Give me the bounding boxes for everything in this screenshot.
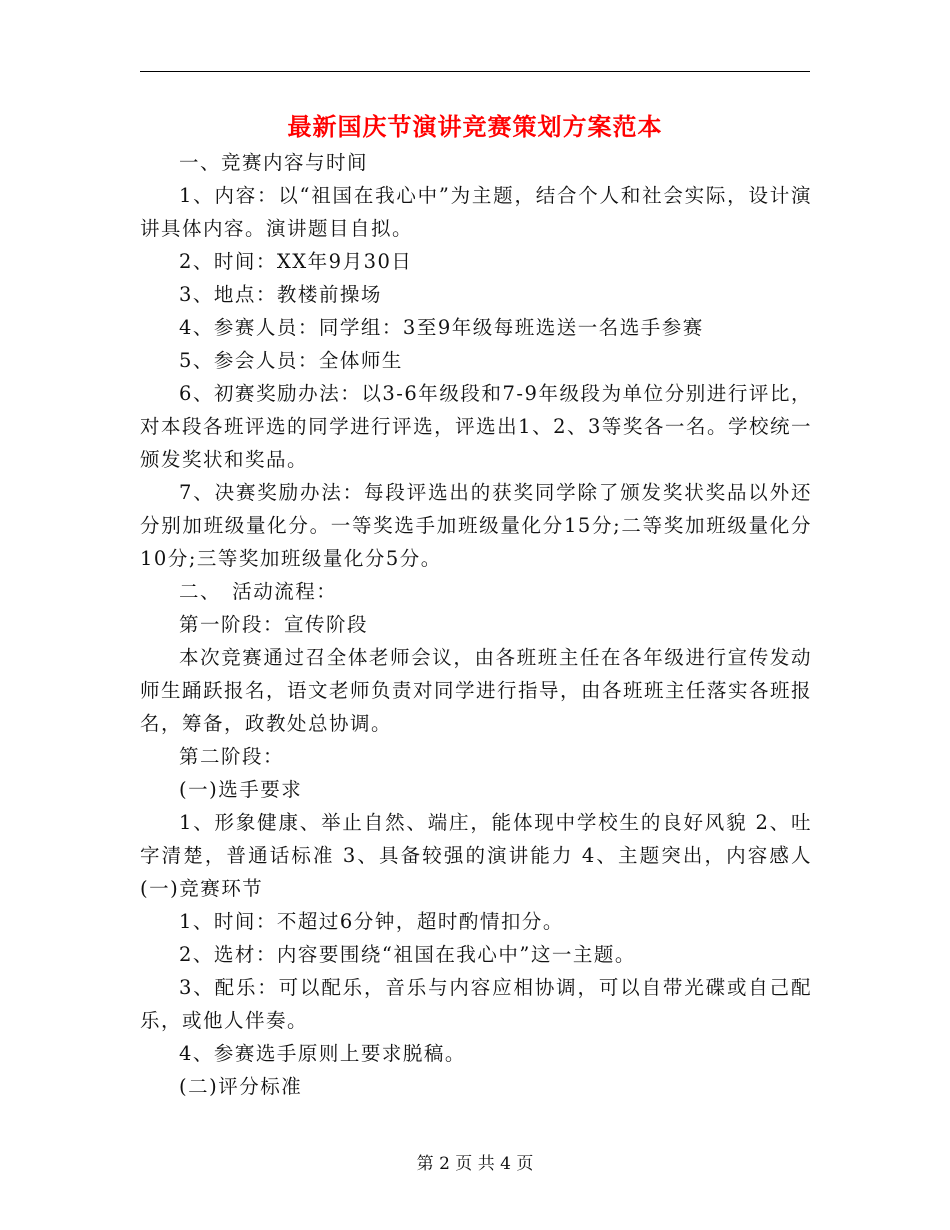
- paragraph: 本次竞赛通过召全体老师会议，由各班班主任在各年级进行宣传发动师生踊跃报名，语文老师负责对同学进行指导，由各班班主任落实各班报名，筹备，政教处总协调。: [140, 646, 813, 735]
- subsection-heading: (二)评分标准: [179, 1075, 303, 1098]
- paragraph: 1、内容：以“祖国在我心中”为主题，结合个人和社会实际，设计演讲具体内容。演讲题目自拟。: [140, 184, 812, 240]
- stage-heading: 第一阶段：宣传阶段: [179, 613, 369, 636]
- paragraph: 7、决赛奖励办法：每段评选出的获奖同学除了颁发奖状奖品以外还分别加班级量化分。一等奖选手加班级量化分15分;二等奖加班级量化分10分;三等奖加班级量化分5分。: [140, 481, 812, 570]
- paragraph: 2、选材：内容要围绕“祖国在我心中”这一主题。: [179, 943, 636, 966]
- paragraph: 4、参赛人员：同学组：3至9年级每班选送一名选手参赛: [179, 316, 704, 339]
- page-number-footer: 第 2 页 共 4 页: [416, 1154, 534, 1174]
- paragraph: 4、参赛选手原则上要求脱稿。: [179, 1042, 466, 1065]
- document-body: [140, 146, 812, 1103]
- subsection-heading: (一)选手要求: [179, 778, 303, 801]
- section-heading-2: 二、 活动流程：: [179, 580, 338, 603]
- section-heading-1: 一、竞赛内容与时间: [179, 151, 369, 174]
- document-title: 最新国庆节演讲竞赛策划方案范本: [287, 112, 663, 141]
- paragraph: 2、时间：XX年9月30日: [179, 250, 413, 273]
- paragraph: 1、时间：不超过6分钟，超时酌情扣分。: [179, 910, 564, 933]
- paragraph: 3、地点：教楼前操场: [179, 283, 382, 306]
- header-rule: [140, 71, 810, 72]
- paragraph: 5、参会人员：全体师生: [179, 349, 403, 372]
- paragraph: 6、初赛奖励办法：以3-6年级段和7-9年级段为单位分别进行评比，对本段各班评选的同学进行评选，评选出1、2、3等奖各一名。学校统一颁发奖状和奖品。: [140, 382, 812, 471]
- stage-heading: 第二阶段：: [179, 745, 285, 768]
- paragraph: 3、配乐：可以配乐，音乐与内容应相协调，可以自带光碟或自己配乐，或他人伴奏。: [140, 976, 812, 1032]
- paragraph: 1、形象健康、举止自然、端庄，能体现中学校生的良好风貌 2、吐字清楚，普通话标准 3、具备较强的演讲能力 4、主题突出，内容感人 (一)竞赛环节: [140, 811, 812, 900]
